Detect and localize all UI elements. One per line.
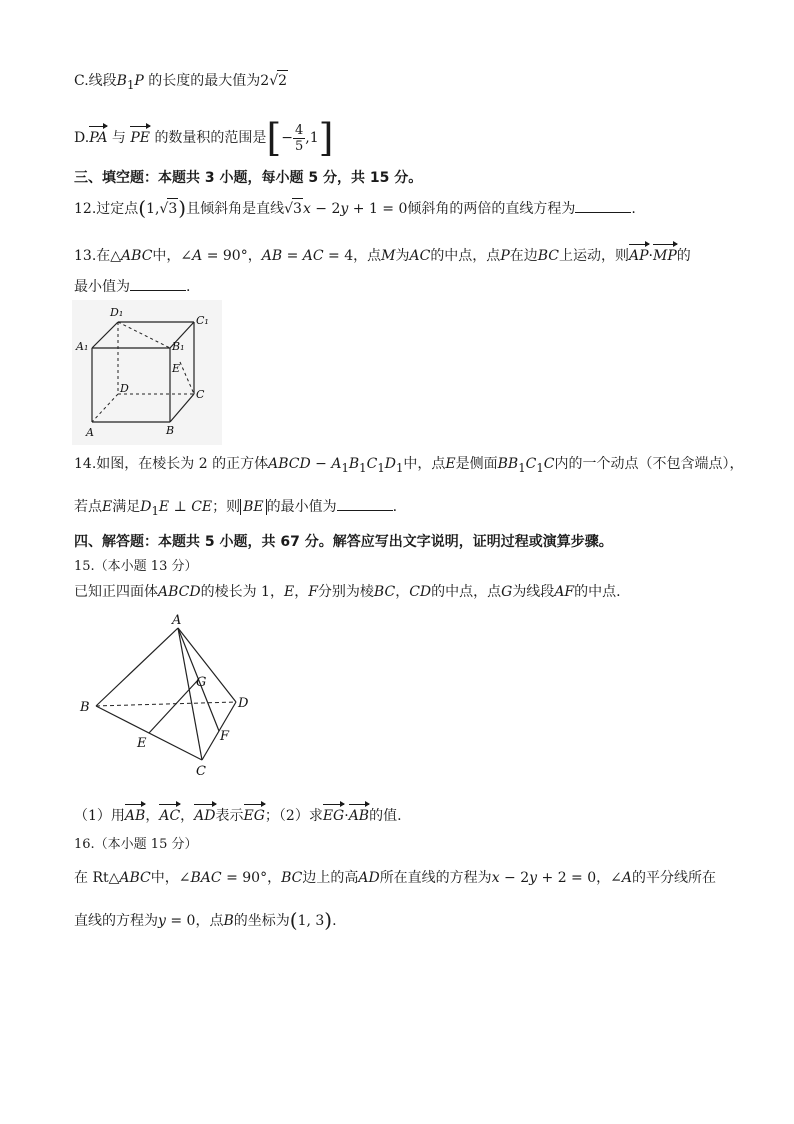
label-b1: B₁ xyxy=(172,340,185,353)
question-16-number: 16.（本小题 15 分） xyxy=(74,837,198,852)
vector-mp: MP xyxy=(653,244,677,266)
label-d: D xyxy=(238,696,249,711)
answer-blank[interactable] xyxy=(337,496,393,511)
question-15: 已知正四面体ABCD的棱长为 1，E，F分别为棱BC，CD的中点，点G为线段AF的中点. xyxy=(74,584,621,600)
answer-blank[interactable] xyxy=(575,198,631,213)
question-13-line2: 最小值为 . xyxy=(74,276,190,297)
question-12: 12.过定点(1,√3)且倾斜角是直线√3x − 2y + 1 = 0倾斜角的两倍的直线方程为 . xyxy=(74,196,636,220)
question-14-line2: 若点E满足$D_1E$ ⊥ CE；则 BE 的最小值为 . xyxy=(74,496,397,521)
label-a: A xyxy=(86,426,94,439)
option-d: D.PA 与 PE 的数量积的范围是[− $\frac{4}{5}$ ,1] xyxy=(74,116,334,160)
answer-blank[interactable] xyxy=(130,276,186,291)
vector-ap: AP xyxy=(629,244,649,266)
question-13: 13.在△ABC中，∠A = 90°，AB = AC = 4，点M为AC的中点，点P在边BC上运动，则AP·MP的 xyxy=(74,244,691,266)
section4-heading: 四、解答题：本题共 5 小题，共 67 分。解答应写出文字说明，证明过程或演算步骤。 xyxy=(74,534,613,550)
vector-pe: PE xyxy=(130,126,150,148)
label-d: D xyxy=(120,382,129,395)
cube-figure xyxy=(72,300,222,445)
fraction-4-5: $\frac{4}{5}$ xyxy=(295,122,304,154)
label-c: C xyxy=(196,764,206,779)
question-15-subparts: （1）用AB，AC，AD表示EG；（2）求EG·AB的值. xyxy=(74,804,402,826)
label-c: C xyxy=(196,388,205,401)
label-g: G xyxy=(196,675,207,690)
label-e: E xyxy=(172,362,181,375)
label-b: B xyxy=(80,700,90,715)
label-d1: D₁ xyxy=(110,306,124,319)
question-15-number: 15.（本小题 13 分） xyxy=(74,559,198,574)
tetrahedron-figure xyxy=(74,612,260,780)
option-c: C.线段$B_1P$ 的长度的最大值为2√2 xyxy=(74,70,288,95)
section3-heading: 三、填空题：本题共 3 小题，每小题 5 分，共 15 分。 xyxy=(74,170,423,186)
label-a: A xyxy=(172,613,182,628)
question-16-line2: 直线的方程为y = 0，点B的坐标为(1, 3). xyxy=(74,908,337,932)
label-f: F xyxy=(220,729,230,744)
label-c1: C₁ xyxy=(196,314,209,327)
label-a1: A₁ xyxy=(76,340,89,353)
label-b: B xyxy=(166,424,175,437)
vector-pa: PA xyxy=(89,126,107,148)
question-14: 14.如图，在棱长为 2 的正方体ABCD − $A_1B_1C_1D_1$中，点E是侧面$BB_1C_1C$内的一个动点（不包含端点）， xyxy=(74,456,744,475)
label-e: E xyxy=(137,736,147,751)
question-16: 在 Rt△ABC中，∠BAC = 90°，BC边上的高AD所在直线的方程为x − 2y + 2 = 0，∠A的平分线所在 xyxy=(74,870,716,886)
